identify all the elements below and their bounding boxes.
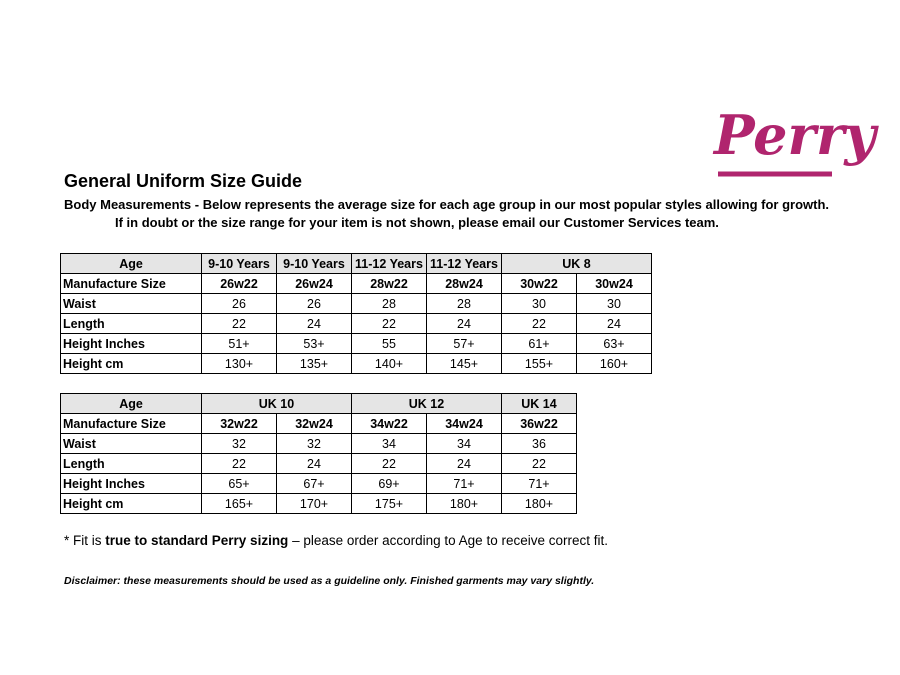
length-cell: 24 [427,454,502,474]
row-label-height-cm: Height cm [61,354,202,374]
height-in-cell: 55 [352,334,427,354]
waist-cell: 34 [352,434,427,454]
fit-note-suffix: – please order according to Age to receive correct fit. [288,533,608,548]
height-in-cell: 63+ [577,334,652,354]
height-in-cell: 71+ [502,474,577,494]
height-cm-cell: 155+ [502,354,577,374]
table-row [61,354,652,374]
perry-logo [712,88,876,180]
size-cell: 30w22 [502,274,577,294]
height-in-cell: 65+ [202,474,277,494]
table-row [61,414,577,434]
height-in-cell: 69+ [352,474,427,494]
row-label-age: Age [61,394,202,414]
height-cm-cell: 160+ [577,354,652,374]
height-cm-cell: 180+ [502,494,577,514]
intro-line-1: Body Measurements - Below represents the average size for each age group in our most popular styles allowing for growth. [64,197,830,212]
size-cell: 34w22 [352,414,427,434]
fit-note [64,533,608,548]
waist-cell: 36 [502,434,577,454]
height-cm-cell: 180+ [427,494,502,514]
size-cell: 26w24 [277,274,352,294]
size-table-1 [60,253,652,374]
age-cell: 9-10 Years [202,254,277,274]
length-cell: 24 [277,314,352,334]
row-label-manufacture: Manufacture Size [61,274,202,294]
size-cell: 34w24 [427,414,502,434]
waist-cell: 32 [202,434,277,454]
height-in-cell: 57+ [427,334,502,354]
age-cell: UK 12 [352,394,502,414]
waist-cell: 30 [577,294,652,314]
height-cm-cell: 175+ [352,494,427,514]
height-in-cell: 67+ [277,474,352,494]
age-cell: UK 8 [502,254,652,274]
table-row [61,314,652,334]
size-cell: 32w22 [202,414,277,434]
height-cm-cell: 145+ [427,354,502,374]
waist-cell: 30 [502,294,577,314]
row-label-waist: Waist [61,434,202,454]
row-label-age: Age [61,254,202,274]
height-cm-cell: 165+ [202,494,277,514]
age-cell: 11-12 Years [427,254,502,274]
size-cell: 28w24 [427,274,502,294]
intro-text [64,196,864,232]
table-row [61,254,652,274]
waist-cell: 34 [427,434,502,454]
table-row [61,294,652,314]
intro-line-2: If in doubt or the size range for your item is not shown, please email our Customer Services team. [115,215,719,230]
waist-cell: 26 [202,294,277,314]
length-cell: 22 [352,454,427,474]
length-cell: 22 [502,314,577,334]
length-cell: 22 [352,314,427,334]
height-cm-cell: 170+ [277,494,352,514]
table-row [61,334,652,354]
length-cell: 22 [502,454,577,474]
disclaimer: Disclaimer: these measurements should be used as a guideline only. Finished garments may vary slightly. [64,575,595,587]
height-in-cell: 51+ [202,334,277,354]
height-cm-cell: 135+ [277,354,352,374]
length-cell: 24 [277,454,352,474]
page-title: General Uniform Size Guide [64,171,303,191]
height-in-cell: 53+ [277,334,352,354]
row-label-length: Length [61,454,202,474]
waist-cell: 28 [352,294,427,314]
waist-cell: 32 [277,434,352,454]
row-label-manufacture: Manufacture Size [61,414,202,434]
perry-logo-text: Perry [714,103,876,167]
age-cell: 11-12 Years [352,254,427,274]
table-row [61,434,577,454]
size-cell: 30w24 [577,274,652,294]
age-cell: UK 14 [502,394,577,414]
row-label-height-inches: Height Inches [61,474,202,494]
height-in-cell: 61+ [502,334,577,354]
height-cm-cell: 130+ [202,354,277,374]
size-table-2 [60,393,577,514]
height-cm-cell: 140+ [352,354,427,374]
size-cell: 28w22 [352,274,427,294]
height-in-cell: 71+ [427,474,502,494]
table-row [61,454,577,474]
table-row [61,394,577,414]
size-cell: 32w24 [277,414,352,434]
row-label-waist: Waist [61,294,202,314]
fit-note-prefix: * Fit is [64,533,106,548]
fit-note-bold: true to standard Perry sizing [105,533,289,548]
row-label-height-inches: Height Inches [61,334,202,354]
age-cell: 9-10 Years [277,254,352,274]
table-row [61,494,577,514]
waist-cell: 26 [277,294,352,314]
age-cell: UK 10 [202,394,352,414]
length-cell: 24 [577,314,652,334]
length-cell: 22 [202,314,277,334]
size-cell: 26w22 [202,274,277,294]
length-cell: 22 [202,454,277,474]
table-row [61,474,577,494]
length-cell: 24 [427,314,502,334]
waist-cell: 28 [427,294,502,314]
row-label-length: Length [61,314,202,334]
size-cell: 36w22 [502,414,577,434]
table-row [61,274,652,294]
row-label-height-cm: Height cm [61,494,202,514]
